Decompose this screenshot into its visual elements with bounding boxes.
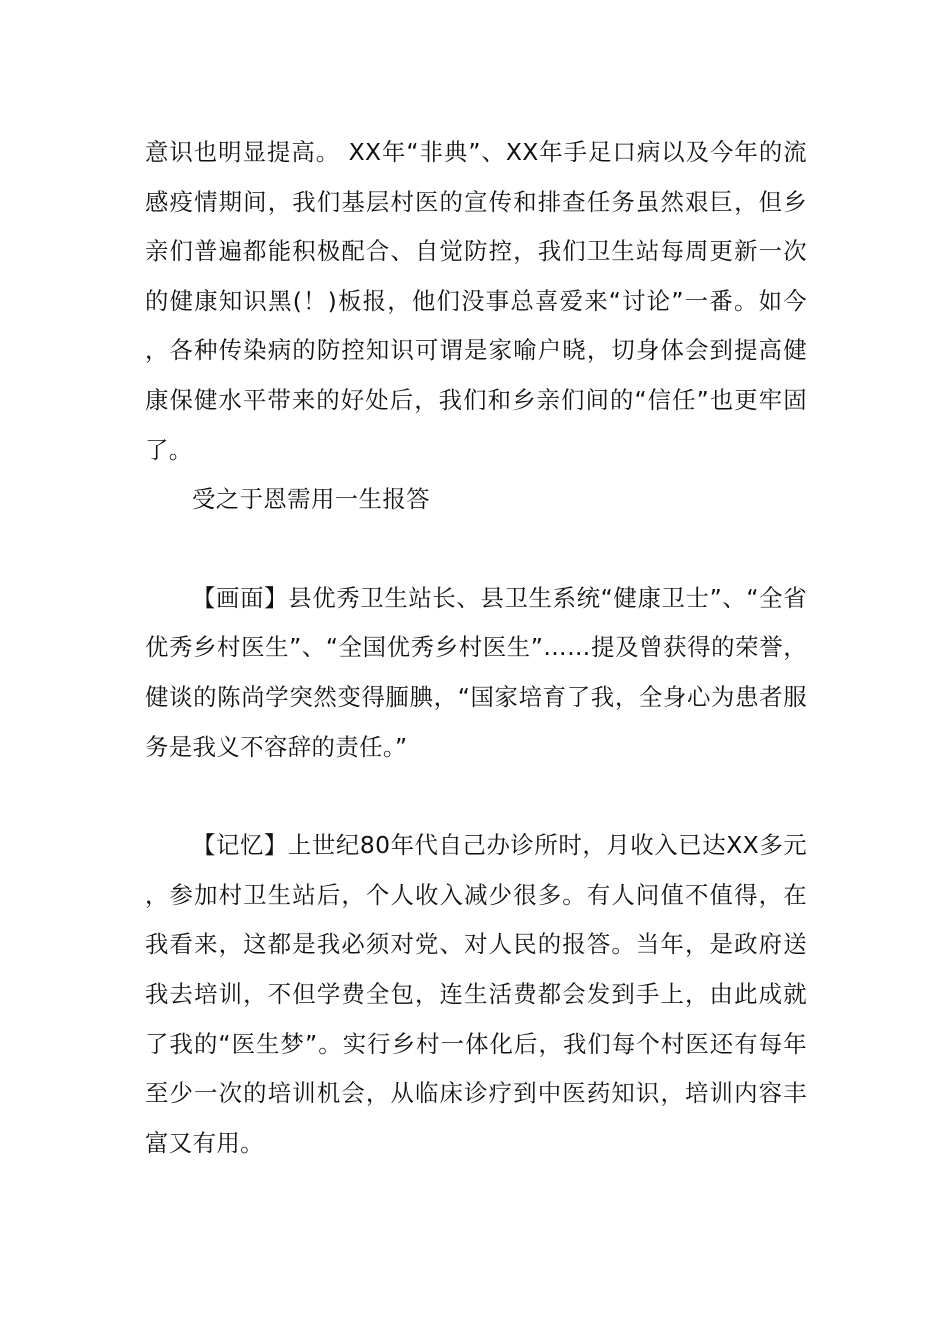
paragraph-epidemic-awareness: 意识也明显提高。 XX年“非典”、XX年手足口病以及今年的流感疫情期间，我们基层村医的宣传和排查任务虽然艰巨，但乡亲们普遍都能积极配合、自觉防控，我们卫生站每周更新一次的健康知识黑(！)板报，他们没事总喜爱来“讨论”一番。如今，各种传染病的防控知识可谓是家喻户晓，切身体会到提高健康保健水平带来的好处后，我们和乡亲们间的“信任”也更牢固了。: [145, 138, 807, 464]
paragraph-memory: 【记忆】上世纪80年代自己办诊所时，月收入已达XX多元，参加村卫生站后，个人收入减少很多。有人问值不值得，在我看来，这都是我必须对党、对人民的报答。当年，是政府送我去培训，不但学费全包，连生活费都会发到手上，由此成就了我的“医生梦”。实行乡村一体化后，我们每个村医还有每年至少一次的培训机会，从临床诊疗到中医药知识，培训内容丰富又有用。: [145, 831, 807, 1157]
paragraph-honors: 【画面】县优秀卫生站长、县卫生系统“健康卫士”、“全省优秀乡村医生”、“全国优秀乡村医生”……提及曾获得的荣誉，健谈的陈尚学突然变得腼腆，“国家培育了我，全身心为患者服务是我义不容辞的责任。”: [145, 583, 807, 761]
document-body: [145, 128, 807, 1168]
section-heading: 受之于恩需用一生报答: [192, 485, 430, 514]
